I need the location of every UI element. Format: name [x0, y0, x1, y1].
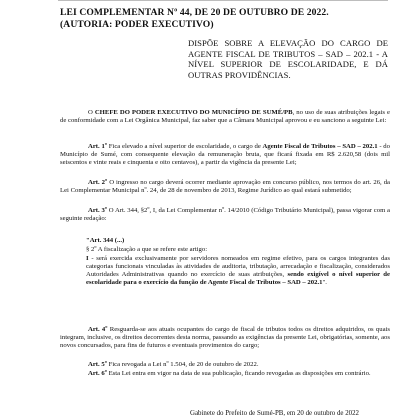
article-4-text: Resguarda-se aos atuais ocupantes do cargo de fiscal de tributos todos os direitos adquiridos, os quais integram, inclusive, os direitos decorrentes desta norma, passando as exigências da presente Lei, obrigatórias, somente, aos novos concursados, para fins de futuros e eventuais provimentos do cargo; [60, 326, 391, 350]
article-5-label: Art. 5º [88, 361, 107, 368]
article-3-label: Art. 3º [88, 207, 107, 214]
quoted-article-heading: "Art. 344 (...) [86, 237, 125, 244]
article-4-label: Art. 4º [88, 326, 108, 333]
quoted-inciso-text: - será exercida exclusivamente por servidores nomeados em regime efetivo, para os cargos integrantes das categorias funcionais vinculadas às atividades de auditoria, tributação, arrecadação e fiscalização, considerados Autoridades Administrativas quando no exercício de suas atribuições, [86, 255, 390, 279]
article-1-label: Art. 1º [88, 143, 107, 150]
article-1 [60, 143, 390, 167]
law-title: LEI COMPLEMENTAR Nº 44, DE 20 DE OUTUBRO DE 2022. [60, 7, 329, 18]
article-3 [60, 207, 390, 223]
article-5 [60, 361, 390, 369]
preamble-rest: , no uso de suas atribuições legais e de conformidade com a Lei Orgânica Municipal, faz saber que a Câmara Municipal aprovou e eu sanciono a seguinte Lei: [60, 109, 390, 125]
article-6-text: Esta Lei entra em vigor na data de sua publicação, ficando revogadas as disposições em contrário. [106, 370, 371, 377]
article-2 [60, 179, 390, 195]
law-author: (AUTORIA: PODER EXECUTIVO) [60, 19, 214, 30]
quoted-paragraph: § 2º A fiscalização a que se refere este artigo: [86, 246, 208, 254]
article-2-text: O ingresso no cargo deverá ocorrer mediante aprovação em concurso público, nos termos do art. 26, da Lei Complementar Municipal nº. 24, de 28 de novembro de 2013, Regime Jurídico ao qual estará submetido; [60, 179, 391, 195]
preamble [60, 109, 390, 125]
article-5-text: Fica revogada a Lei nº 1.504, de 20 de outubro de 2022. [106, 361, 259, 368]
ementa: DISPÕE SOBRE A ELEVAÇÃO DO CARGO DE AGENTE FISCAL DE TRIBUTOS – SAD – 202.1 - A NÍVEL SUPERIOR DE ESCOLARIDADE, E DÁ OUTRAS PROVIDÊNCIAS. [188, 38, 388, 80]
top-divider [58, 0, 388, 1]
article-1-bold: Agente Fiscal de Tributos – SAD – 202.1 [262, 143, 378, 150]
article-1-text-b: - do Município de Sumé, com consequente elevação da remuneração bruta, que ficará fixada em R$ 2.620,58 (dois mil seiscentos e vinte reais e cinquenta e oito centavos), a partir da vigência da presente Lei; [60, 143, 390, 167]
article-1-text-a: Fica elevado a nível superior de escolaridade, o cargo de [107, 143, 263, 150]
article-3-text: O Art. 344, §2º, I, da Lei Complementar nº. 14/2010 (Código Tributário Municipal), passa vigorar com a seguinte redação: [60, 207, 391, 223]
quoted-inciso-bold: sendo exigível o nível superior de escolaridade para o exercício da função de Agente Fiscal de Tributos – SAD – 202.1 [86, 271, 390, 287]
article-2-label: Art. 2º [88, 179, 108, 186]
quoted-inciso-end: ". [322, 279, 327, 287]
signature-line: Gabinete do Prefeito de Sumé-PB, em 20 de outubro de 2022 [190, 410, 359, 417]
article-4 [60, 326, 390, 350]
article-6-label: Art. 6º [88, 370, 107, 377]
quoted-article [86, 237, 390, 288]
preamble-bold: CHEFE DO PODER EXECUTIVO DO MUNICÍPIO DE SUMÉ/PB [94, 109, 293, 116]
quoted-inciso-label: I [86, 255, 89, 263]
preamble-lead: O [88, 109, 95, 116]
article-6 [60, 370, 390, 378]
